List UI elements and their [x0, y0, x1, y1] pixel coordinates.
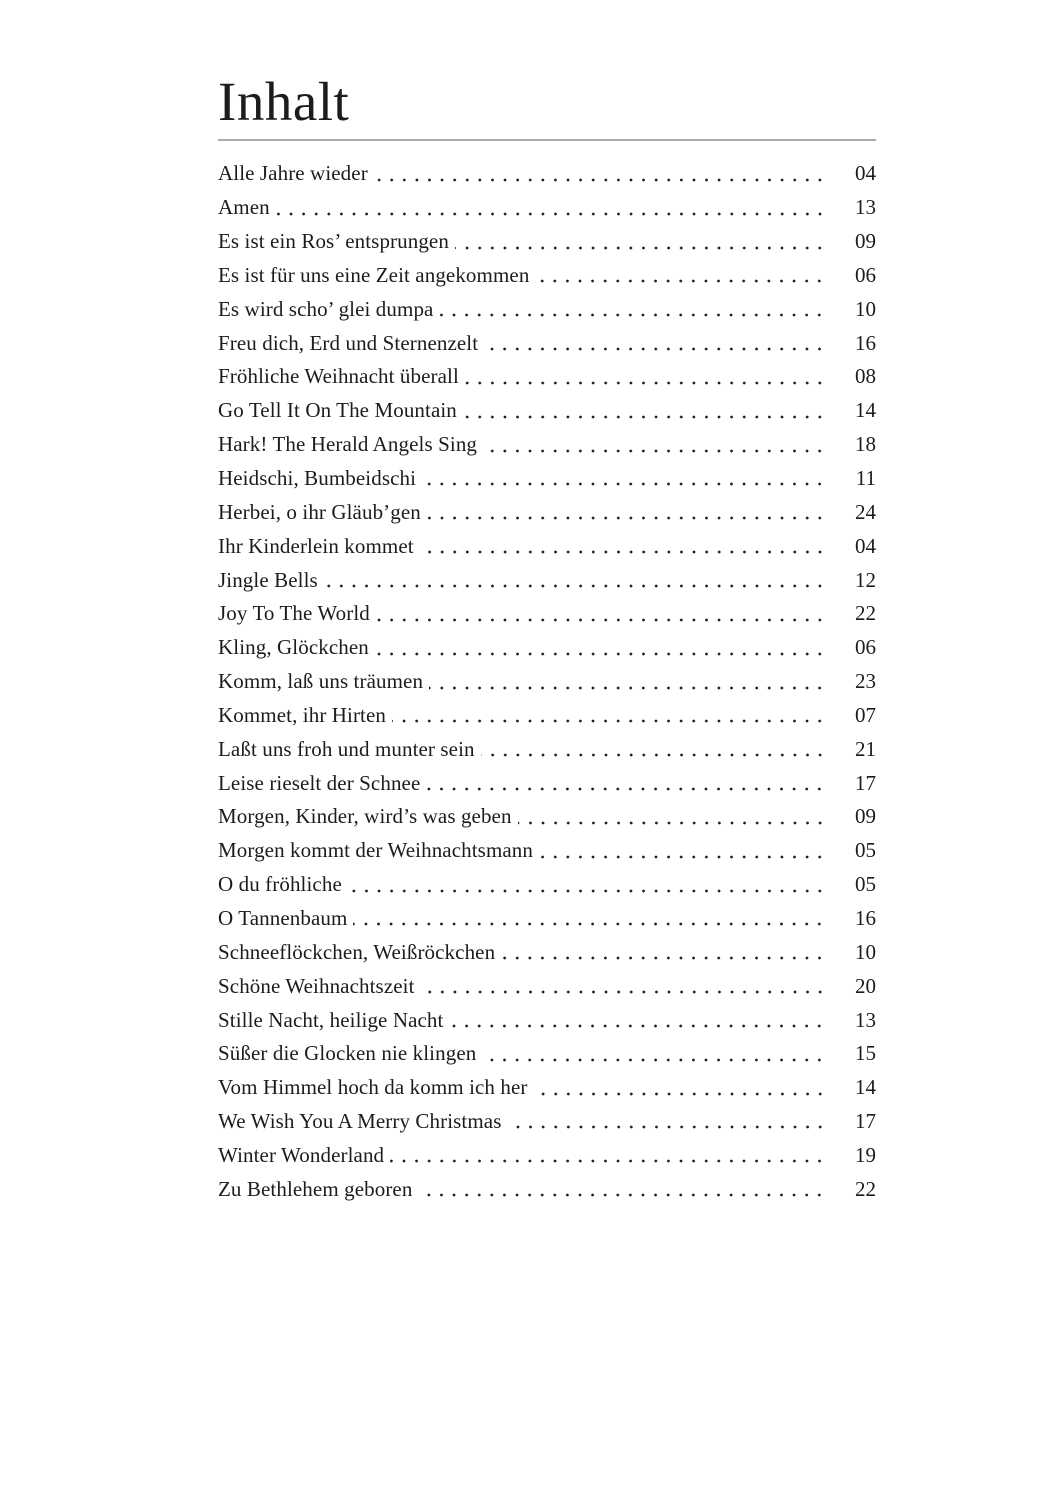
- toc-entry-page: 05: [855, 872, 876, 897]
- toc-row: [218, 1071, 876, 1105]
- toc-entry-title: Vom Himmel hoch da komm ich her: [218, 1075, 528, 1100]
- toc-entry-page: 04: [855, 161, 876, 186]
- toc-row: [218, 191, 876, 225]
- toc-entry-page: 10: [855, 296, 876, 321]
- toc-row: [218, 1172, 876, 1206]
- toc-row: [218, 529, 876, 563]
- toc-row: [218, 326, 876, 360]
- dot-leader: [276, 191, 826, 225]
- dot-leader: [455, 225, 826, 259]
- toc-entry-page: 17: [855, 1109, 876, 1134]
- toc-row: [218, 1105, 876, 1139]
- toc-row: [218, 157, 876, 191]
- toc-entry-page: 09: [855, 229, 876, 254]
- dot-leader: [376, 597, 826, 631]
- toc-entry-page: 14: [855, 1075, 876, 1100]
- dot-leader: [421, 969, 826, 1003]
- dot-leader: [539, 834, 826, 868]
- toc-row: [218, 665, 876, 699]
- dot-leader: [427, 495, 826, 529]
- dot-leader: [534, 1071, 827, 1105]
- toc-row: [218, 1003, 876, 1037]
- toc-entry-title: Schöne Weihnachtszeit: [218, 973, 415, 998]
- dot-leader: [426, 766, 826, 800]
- dot-leader: [449, 1003, 826, 1037]
- toc-row: [218, 800, 876, 834]
- toc-entry-title: O Tannenbaum: [218, 905, 348, 930]
- toc-row: [218, 394, 876, 428]
- dot-leader: [465, 360, 826, 394]
- toc-entry-page: 16: [855, 330, 876, 355]
- dot-leader: [439, 292, 826, 326]
- toc-entry-page: 23: [855, 669, 876, 694]
- toc-entry-title: Komm, laß uns träumen: [218, 669, 424, 694]
- toc-entry-page: 08: [855, 364, 876, 389]
- toc-row: [218, 428, 876, 462]
- toc-entry-page: 06: [855, 262, 876, 287]
- toc-entry-title: Winter Wonderland: [218, 1142, 385, 1167]
- toc-row: [218, 225, 876, 259]
- toc-entry-title: Schneeflöckchen, Weißröckchen: [218, 939, 496, 964]
- toc-entry-page: 09: [855, 804, 876, 829]
- dot-leader: [429, 665, 826, 699]
- toc-row: [218, 766, 876, 800]
- toc-entry-title: Es ist ein Ros’ entsprungen: [218, 229, 449, 254]
- toc-row: [218, 699, 876, 733]
- toc-row: [218, 597, 876, 631]
- toc-list: [218, 157, 876, 1206]
- toc-row: [218, 1138, 876, 1172]
- dot-leader: [324, 563, 826, 597]
- toc-row: [218, 631, 876, 665]
- dot-leader: [463, 394, 826, 428]
- dot-leader: [481, 732, 826, 766]
- toc-entry-title: Herbei, o ihr Gläub’gen: [218, 499, 421, 524]
- dot-leader: [390, 1138, 826, 1172]
- toc-entry-page: 04: [855, 533, 876, 558]
- toc-entry-page: 24: [855, 499, 876, 524]
- toc-entry-page: 13: [855, 1007, 876, 1032]
- dot-leader: [482, 1037, 826, 1071]
- toc-row: [218, 1037, 876, 1071]
- toc-row: [218, 259, 876, 293]
- dot-leader: [535, 259, 826, 293]
- dot-leader: [375, 631, 826, 665]
- toc-entry-title: Fröhliche Weihnacht überall: [218, 364, 459, 389]
- toc-row: [218, 935, 876, 969]
- toc-entry-title: We Wish You A Merry Christmas: [218, 1109, 502, 1134]
- dot-leader: [518, 800, 826, 834]
- toc-entry-page: 05: [855, 838, 876, 863]
- dot-leader: [508, 1105, 827, 1139]
- toc-row: [218, 495, 876, 529]
- toc-entry-title: Morgen kommt der Weihnachtsmann: [218, 838, 533, 863]
- toc-entry-title: Kommet, ihr Hirten: [218, 702, 387, 727]
- toc-row: [218, 834, 876, 868]
- toc-row: [218, 969, 876, 1003]
- title-divider: [218, 139, 876, 141]
- toc-entry-page: 06: [855, 635, 876, 660]
- toc-row: [218, 902, 876, 936]
- toc-entry-page: 18: [855, 432, 876, 457]
- toc-row: [218, 563, 876, 597]
- dot-leader: [348, 868, 826, 902]
- dot-leader: [392, 699, 826, 733]
- dot-leader: [422, 462, 826, 496]
- toc-entry-page: 11: [855, 466, 876, 491]
- toc-row: [218, 292, 876, 326]
- toc-entry-title: Joy To The World: [218, 601, 370, 626]
- toc-page: [218, 0, 876, 1206]
- toc-entry-title: O du fröhliche: [218, 872, 342, 897]
- toc-entry-page: 20: [855, 973, 876, 998]
- toc-entry-page: 10: [855, 939, 876, 964]
- toc-entry-page: 19: [855, 1142, 876, 1167]
- toc-entry-title: Alle Jahre wieder: [218, 161, 368, 186]
- toc-entry-page: 14: [855, 398, 876, 423]
- toc-entry-page: 12: [855, 567, 876, 592]
- toc-row: [218, 868, 876, 902]
- toc-entry-title: Es wird scho’ glei dumpa: [218, 296, 434, 321]
- toc-entry-title: Go Tell It On The Mountain: [218, 398, 457, 423]
- toc-entry-title: Laßt uns froh und munter sein: [218, 736, 475, 761]
- toc-entry-page: 07: [855, 702, 876, 727]
- toc-entry-page: 22: [855, 601, 876, 626]
- toc-entry-page: 13: [855, 195, 876, 220]
- toc-entry-title: Süßer die Glocken nie klingen: [218, 1041, 477, 1066]
- dot-leader: [418, 1172, 826, 1206]
- toc-row: [218, 462, 876, 496]
- toc-entry-title: Ihr Kinderlein kommet: [218, 533, 414, 558]
- dot-leader: [501, 935, 826, 969]
- toc-entry-title: Zu Bethlehem geboren: [218, 1176, 413, 1201]
- toc-entry-page: 21: [855, 736, 876, 761]
- dot-leader: [420, 529, 826, 563]
- toc-entry-title: Hark! The Herald Angels Sing: [218, 432, 478, 457]
- toc-row: [218, 732, 876, 766]
- toc-entry-title: Freu dich, Erd und Sternenzelt: [218, 330, 479, 355]
- toc-entry-title: Heidschi, Bumbeidschi: [218, 466, 417, 491]
- toc-entry-title: Es ist für uns eine Zeit angekommen: [218, 262, 530, 287]
- toc-entry-page: 22: [855, 1176, 876, 1201]
- toc-entry-title: Jingle Bells: [218, 567, 318, 592]
- toc-entry-title: Morgen, Kinder, wird’s was geben: [218, 804, 512, 829]
- toc-entry-title: Kling, Glöckchen: [218, 635, 369, 660]
- toc-entry-title: Amen: [218, 195, 270, 220]
- toc-entry-title: Stille Nacht, heilige Nacht: [218, 1007, 444, 1032]
- dot-leader: [483, 428, 826, 462]
- dot-leader: [353, 902, 826, 936]
- dot-leader: [374, 157, 826, 191]
- toc-row: [218, 360, 876, 394]
- dot-leader: [484, 326, 826, 360]
- page-title: Inhalt: [218, 71, 350, 132]
- toc-entry-page: 15: [855, 1041, 876, 1066]
- toc-entry-page: 16: [855, 905, 876, 930]
- toc-entry-title: Leise rieselt der Schnee: [218, 770, 421, 795]
- toc-entry-page: 17: [855, 770, 876, 795]
